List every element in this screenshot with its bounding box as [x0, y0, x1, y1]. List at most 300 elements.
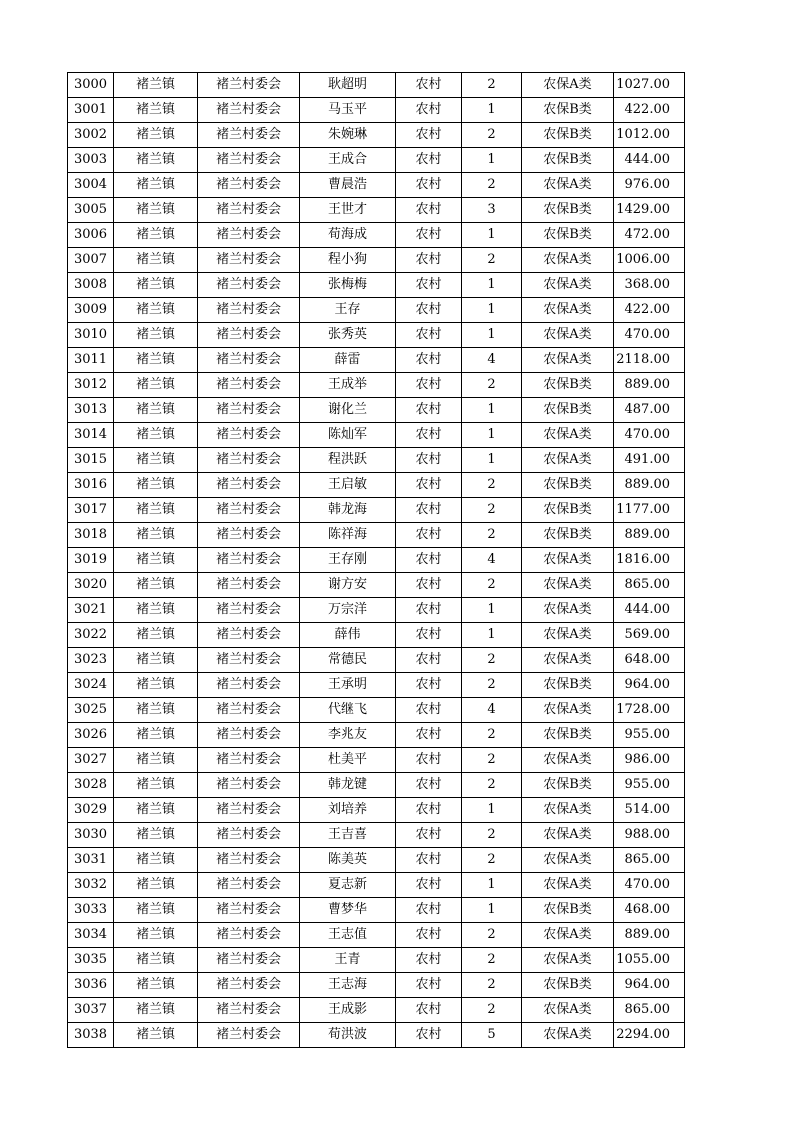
- row-number-cell: 3026: [68, 723, 114, 748]
- table-row: [68, 623, 685, 648]
- table-row: [68, 298, 685, 323]
- amount-cell: 889.00: [614, 523, 685, 548]
- amount-cell: 468.00: [614, 898, 685, 923]
- records-table: [67, 72, 685, 1048]
- table-row: [68, 423, 685, 448]
- area-type-cell: 农村: [396, 448, 462, 473]
- persons-count-cell: 2: [462, 123, 522, 148]
- amount-cell: 865.00: [614, 848, 685, 873]
- category-cell: 农保B类: [522, 148, 614, 173]
- committee-cell: 褚兰村委会: [198, 648, 300, 673]
- row-number-cell: 3025: [68, 698, 114, 723]
- committee-cell: 褚兰村委会: [198, 873, 300, 898]
- committee-cell: 褚兰村委会: [198, 1023, 300, 1048]
- row-number-cell: 3015: [68, 448, 114, 473]
- category-cell: 农保B类: [522, 498, 614, 523]
- town-cell: 褚兰镇: [114, 73, 198, 98]
- area-type-cell: 农村: [396, 648, 462, 673]
- amount-cell: 865.00: [614, 998, 685, 1023]
- persons-count-cell: 2: [462, 773, 522, 798]
- amount-cell: 444.00: [614, 598, 685, 623]
- area-type-cell: 农村: [396, 848, 462, 873]
- table-row: [68, 523, 685, 548]
- committee-cell: 褚兰村委会: [198, 748, 300, 773]
- name-cell: 曹梦华: [300, 898, 396, 923]
- amount-cell: 865.00: [614, 573, 685, 598]
- amount-cell: 964.00: [614, 673, 685, 698]
- amount-cell: 368.00: [614, 273, 685, 298]
- table-row: [68, 673, 685, 698]
- town-cell: 褚兰镇: [114, 173, 198, 198]
- name-cell: 王承明: [300, 673, 396, 698]
- category-cell: 农保B类: [522, 773, 614, 798]
- amount-cell: 1055.00: [614, 948, 685, 973]
- town-cell: 褚兰镇: [114, 448, 198, 473]
- amount-cell: 2118.00: [614, 348, 685, 373]
- committee-cell: 褚兰村委会: [198, 223, 300, 248]
- persons-count-cell: 2: [462, 998, 522, 1023]
- name-cell: 王志值: [300, 923, 396, 948]
- table-row: [68, 648, 685, 673]
- name-cell: 薛伟: [300, 623, 396, 648]
- table-row: [68, 698, 685, 723]
- committee-cell: 褚兰村委会: [198, 598, 300, 623]
- table-row: [68, 323, 685, 348]
- committee-cell: 褚兰村委会: [198, 198, 300, 223]
- committee-cell: 褚兰村委会: [198, 98, 300, 123]
- persons-count-cell: 1: [462, 323, 522, 348]
- table-row: [68, 123, 685, 148]
- amount-cell: 1006.00: [614, 248, 685, 273]
- amount-cell: 470.00: [614, 873, 685, 898]
- table-row: [68, 198, 685, 223]
- row-number-cell: 3008: [68, 273, 114, 298]
- row-number-cell: 3029: [68, 798, 114, 823]
- category-cell: 农保A类: [522, 173, 614, 198]
- town-cell: 褚兰镇: [114, 623, 198, 648]
- persons-count-cell: 1: [462, 223, 522, 248]
- persons-count-cell: 2: [462, 748, 522, 773]
- table-row: [68, 173, 685, 198]
- name-cell: 李兆友: [300, 723, 396, 748]
- category-cell: 农保A类: [522, 873, 614, 898]
- name-cell: 王启敏: [300, 473, 396, 498]
- category-cell: 农保A类: [522, 748, 614, 773]
- persons-count-cell: 2: [462, 973, 522, 998]
- row-number-cell: 3004: [68, 173, 114, 198]
- town-cell: 褚兰镇: [114, 823, 198, 848]
- area-type-cell: 农村: [396, 423, 462, 448]
- town-cell: 褚兰镇: [114, 523, 198, 548]
- amount-cell: 1012.00: [614, 123, 685, 148]
- persons-count-cell: 1: [462, 598, 522, 623]
- committee-cell: 褚兰村委会: [198, 898, 300, 923]
- row-number-cell: 3011: [68, 348, 114, 373]
- committee-cell: 褚兰村委会: [198, 973, 300, 998]
- category-cell: 农保A类: [522, 298, 614, 323]
- area-type-cell: 农村: [396, 798, 462, 823]
- table-row: [68, 773, 685, 798]
- persons-count-cell: 1: [462, 273, 522, 298]
- area-type-cell: 农村: [396, 298, 462, 323]
- persons-count-cell: 2: [462, 673, 522, 698]
- committee-cell: 褚兰村委会: [198, 548, 300, 573]
- area-type-cell: 农村: [396, 248, 462, 273]
- area-type-cell: 农村: [396, 373, 462, 398]
- town-cell: 褚兰镇: [114, 698, 198, 723]
- area-type-cell: 农村: [396, 73, 462, 98]
- category-cell: 农保B类: [522, 398, 614, 423]
- name-cell: 代继飞: [300, 698, 396, 723]
- town-cell: 褚兰镇: [114, 798, 198, 823]
- town-cell: 褚兰镇: [114, 948, 198, 973]
- committee-cell: 褚兰村委会: [198, 298, 300, 323]
- committee-cell: 褚兰村委会: [198, 448, 300, 473]
- town-cell: 褚兰镇: [114, 498, 198, 523]
- persons-count-cell: 2: [462, 823, 522, 848]
- town-cell: 褚兰镇: [114, 1023, 198, 1048]
- category-cell: 农保A类: [522, 73, 614, 98]
- town-cell: 褚兰镇: [114, 548, 198, 573]
- amount-cell: 988.00: [614, 823, 685, 848]
- category-cell: 农保B类: [522, 723, 614, 748]
- amount-cell: 491.00: [614, 448, 685, 473]
- row-number-cell: 3027: [68, 748, 114, 773]
- amount-cell: 444.00: [614, 148, 685, 173]
- category-cell: 农保A类: [522, 273, 614, 298]
- row-number-cell: 3028: [68, 773, 114, 798]
- town-cell: 褚兰镇: [114, 848, 198, 873]
- name-cell: 陈灿军: [300, 423, 396, 448]
- committee-cell: 褚兰村委会: [198, 523, 300, 548]
- persons-count-cell: 2: [462, 73, 522, 98]
- category-cell: 农保A类: [522, 648, 614, 673]
- table-row: [68, 98, 685, 123]
- amount-cell: 955.00: [614, 723, 685, 748]
- town-cell: 褚兰镇: [114, 673, 198, 698]
- town-cell: 褚兰镇: [114, 873, 198, 898]
- amount-cell: 514.00: [614, 798, 685, 823]
- row-number-cell: 3002: [68, 123, 114, 148]
- amount-cell: 1728.00: [614, 698, 685, 723]
- row-number-cell: 3006: [68, 223, 114, 248]
- row-number-cell: 3016: [68, 473, 114, 498]
- row-number-cell: 3030: [68, 823, 114, 848]
- committee-cell: 褚兰村委会: [198, 323, 300, 348]
- amount-cell: 648.00: [614, 648, 685, 673]
- area-type-cell: 农村: [396, 998, 462, 1023]
- row-number-cell: 3021: [68, 598, 114, 623]
- area-type-cell: 农村: [396, 823, 462, 848]
- persons-count-cell: 2: [462, 248, 522, 273]
- town-cell: 褚兰镇: [114, 398, 198, 423]
- table-row: [68, 798, 685, 823]
- row-number-cell: 3024: [68, 673, 114, 698]
- name-cell: 韩龙海: [300, 498, 396, 523]
- category-cell: 农保B类: [522, 473, 614, 498]
- category-cell: 农保A类: [522, 448, 614, 473]
- row-number-cell: 3010: [68, 323, 114, 348]
- town-cell: 褚兰镇: [114, 273, 198, 298]
- persons-count-cell: 2: [462, 948, 522, 973]
- row-number-cell: 3020: [68, 573, 114, 598]
- persons-count-cell: 2: [462, 173, 522, 198]
- area-type-cell: 农村: [396, 173, 462, 198]
- persons-count-cell: 2: [462, 523, 522, 548]
- name-cell: 夏志新: [300, 873, 396, 898]
- town-cell: 褚兰镇: [114, 298, 198, 323]
- town-cell: 褚兰镇: [114, 723, 198, 748]
- area-type-cell: 农村: [396, 498, 462, 523]
- committee-cell: 褚兰村委会: [198, 473, 300, 498]
- area-type-cell: 农村: [396, 473, 462, 498]
- area-type-cell: 农村: [396, 773, 462, 798]
- name-cell: 王成影: [300, 998, 396, 1023]
- persons-count-cell: 2: [462, 573, 522, 598]
- persons-count-cell: 2: [462, 373, 522, 398]
- area-type-cell: 农村: [396, 348, 462, 373]
- town-cell: 褚兰镇: [114, 998, 198, 1023]
- amount-cell: 1177.00: [614, 498, 685, 523]
- category-cell: 农保B类: [522, 123, 614, 148]
- amount-cell: 1027.00: [614, 73, 685, 98]
- committee-cell: 褚兰村委会: [198, 848, 300, 873]
- table-row: [68, 723, 685, 748]
- committee-cell: 褚兰村委会: [198, 998, 300, 1023]
- category-cell: 农保A类: [522, 348, 614, 373]
- name-cell: 刘培养: [300, 798, 396, 823]
- town-cell: 褚兰镇: [114, 248, 198, 273]
- amount-cell: 487.00: [614, 398, 685, 423]
- committee-cell: 褚兰村委会: [198, 773, 300, 798]
- category-cell: 农保A类: [522, 998, 614, 1023]
- name-cell: 杜美平: [300, 748, 396, 773]
- committee-cell: 褚兰村委会: [198, 673, 300, 698]
- area-type-cell: 农村: [396, 948, 462, 973]
- table-row: [68, 548, 685, 573]
- amount-cell: 422.00: [614, 98, 685, 123]
- category-cell: 农保A类: [522, 598, 614, 623]
- table-row: [68, 948, 685, 973]
- area-type-cell: 农村: [396, 698, 462, 723]
- name-cell: 耿超明: [300, 73, 396, 98]
- town-cell: 褚兰镇: [114, 198, 198, 223]
- committee-cell: 褚兰村委会: [198, 248, 300, 273]
- row-number-cell: 3012: [68, 373, 114, 398]
- area-type-cell: 农村: [396, 223, 462, 248]
- row-number-cell: 3013: [68, 398, 114, 423]
- category-cell: 农保A类: [522, 623, 614, 648]
- committee-cell: 褚兰村委会: [198, 73, 300, 98]
- area-type-cell: 农村: [396, 748, 462, 773]
- table-row: [68, 273, 685, 298]
- name-cell: 程洪跃: [300, 448, 396, 473]
- name-cell: 张秀英: [300, 323, 396, 348]
- town-cell: 褚兰镇: [114, 98, 198, 123]
- name-cell: 韩龙键: [300, 773, 396, 798]
- row-number-cell: 3007: [68, 248, 114, 273]
- committee-cell: 褚兰村委会: [198, 398, 300, 423]
- persons-count-cell: 1: [462, 873, 522, 898]
- committee-cell: 褚兰村委会: [198, 798, 300, 823]
- name-cell: 王世才: [300, 198, 396, 223]
- name-cell: 马玉平: [300, 98, 396, 123]
- table-row: [68, 573, 685, 598]
- category-cell: 农保A类: [522, 323, 614, 348]
- row-number-cell: 3034: [68, 923, 114, 948]
- name-cell: 荀洪波: [300, 1023, 396, 1048]
- name-cell: 曹晨浩: [300, 173, 396, 198]
- name-cell: 王志海: [300, 973, 396, 998]
- persons-count-cell: 5: [462, 1023, 522, 1048]
- town-cell: 褚兰镇: [114, 748, 198, 773]
- amount-cell: 889.00: [614, 373, 685, 398]
- table-row: [68, 1023, 685, 1048]
- category-cell: 农保A类: [522, 573, 614, 598]
- row-number-cell: 3019: [68, 548, 114, 573]
- table-row: [68, 823, 685, 848]
- name-cell: 薛雷: [300, 348, 396, 373]
- table-row: [68, 848, 685, 873]
- name-cell: 王青: [300, 948, 396, 973]
- area-type-cell: 农村: [396, 573, 462, 598]
- persons-count-cell: 4: [462, 348, 522, 373]
- row-number-cell: 3005: [68, 198, 114, 223]
- committee-cell: 褚兰村委会: [198, 498, 300, 523]
- amount-cell: 889.00: [614, 923, 685, 948]
- category-cell: 农保B类: [522, 98, 614, 123]
- category-cell: 农保A类: [522, 923, 614, 948]
- row-number-cell: 3009: [68, 298, 114, 323]
- category-cell: 农保B类: [522, 223, 614, 248]
- category-cell: 农保A类: [522, 423, 614, 448]
- area-type-cell: 农村: [396, 323, 462, 348]
- row-number-cell: 3032: [68, 873, 114, 898]
- persons-count-cell: 3: [462, 198, 522, 223]
- table-row: [68, 373, 685, 398]
- row-number-cell: 3000: [68, 73, 114, 98]
- area-type-cell: 农村: [396, 673, 462, 698]
- amount-cell: 986.00: [614, 748, 685, 773]
- name-cell: 王存: [300, 298, 396, 323]
- persons-count-cell: 2: [462, 473, 522, 498]
- amount-cell: 2294.00: [614, 1023, 685, 1048]
- persons-count-cell: 1: [462, 898, 522, 923]
- amount-cell: 472.00: [614, 223, 685, 248]
- area-type-cell: 农村: [396, 148, 462, 173]
- name-cell: 万宗洋: [300, 598, 396, 623]
- persons-count-cell: 2: [462, 498, 522, 523]
- committee-cell: 褚兰村委会: [198, 623, 300, 648]
- records-table-body: [68, 73, 685, 1048]
- area-type-cell: 农村: [396, 198, 462, 223]
- town-cell: 褚兰镇: [114, 598, 198, 623]
- category-cell: 农保A类: [522, 698, 614, 723]
- category-cell: 农保B类: [522, 973, 614, 998]
- committee-cell: 褚兰村委会: [198, 923, 300, 948]
- area-type-cell: 农村: [396, 598, 462, 623]
- row-number-cell: 3035: [68, 948, 114, 973]
- committee-cell: 褚兰村委会: [198, 423, 300, 448]
- name-cell: 王成举: [300, 373, 396, 398]
- name-cell: 王成合: [300, 148, 396, 173]
- committee-cell: 褚兰村委会: [198, 373, 300, 398]
- amount-cell: 955.00: [614, 773, 685, 798]
- table-row: [68, 923, 685, 948]
- town-cell: 褚兰镇: [114, 573, 198, 598]
- amount-cell: 976.00: [614, 173, 685, 198]
- table-row: [68, 873, 685, 898]
- committee-cell: 褚兰村委会: [198, 123, 300, 148]
- amount-cell: 964.00: [614, 973, 685, 998]
- amount-cell: 1429.00: [614, 198, 685, 223]
- table-row: [68, 398, 685, 423]
- area-type-cell: 农村: [396, 873, 462, 898]
- town-cell: 褚兰镇: [114, 423, 198, 448]
- amount-cell: 1816.00: [614, 548, 685, 573]
- committee-cell: 褚兰村委会: [198, 173, 300, 198]
- name-cell: 常德民: [300, 648, 396, 673]
- area-type-cell: 农村: [396, 1023, 462, 1048]
- area-type-cell: 农村: [396, 923, 462, 948]
- area-type-cell: 农村: [396, 398, 462, 423]
- town-cell: 褚兰镇: [114, 223, 198, 248]
- town-cell: 褚兰镇: [114, 348, 198, 373]
- table-row: [68, 223, 685, 248]
- persons-count-cell: 1: [462, 148, 522, 173]
- category-cell: 农保A类: [522, 848, 614, 873]
- committee-cell: 褚兰村委会: [198, 148, 300, 173]
- area-type-cell: 农村: [396, 273, 462, 298]
- name-cell: 谢化兰: [300, 398, 396, 423]
- row-number-cell: 3017: [68, 498, 114, 523]
- row-number-cell: 3037: [68, 998, 114, 1023]
- table-row: [68, 148, 685, 173]
- table-row: [68, 998, 685, 1023]
- category-cell: 农保B类: [522, 523, 614, 548]
- persons-count-cell: 1: [462, 423, 522, 448]
- row-number-cell: 3031: [68, 848, 114, 873]
- town-cell: 褚兰镇: [114, 323, 198, 348]
- category-cell: 农保B类: [522, 673, 614, 698]
- row-number-cell: 3038: [68, 1023, 114, 1048]
- table-row: [68, 973, 685, 998]
- persons-count-cell: 2: [462, 648, 522, 673]
- town-cell: 褚兰镇: [114, 648, 198, 673]
- row-number-cell: 3018: [68, 523, 114, 548]
- committee-cell: 褚兰村委会: [198, 948, 300, 973]
- persons-count-cell: 1: [462, 98, 522, 123]
- name-cell: 朱婉琳: [300, 123, 396, 148]
- table-row: [68, 473, 685, 498]
- category-cell: 农保A类: [522, 948, 614, 973]
- committee-cell: 褚兰村委会: [198, 573, 300, 598]
- name-cell: 王吉喜: [300, 823, 396, 848]
- category-cell: 农保B类: [522, 373, 614, 398]
- persons-count-cell: 4: [462, 548, 522, 573]
- area-type-cell: 农村: [396, 973, 462, 998]
- category-cell: 农保A类: [522, 248, 614, 273]
- area-type-cell: 农村: [396, 123, 462, 148]
- persons-count-cell: 1: [462, 623, 522, 648]
- amount-cell: 470.00: [614, 323, 685, 348]
- area-type-cell: 农村: [396, 548, 462, 573]
- table-row: [68, 448, 685, 473]
- area-type-cell: 农村: [396, 523, 462, 548]
- town-cell: 褚兰镇: [114, 898, 198, 923]
- row-number-cell: 3003: [68, 148, 114, 173]
- row-number-cell: 3022: [68, 623, 114, 648]
